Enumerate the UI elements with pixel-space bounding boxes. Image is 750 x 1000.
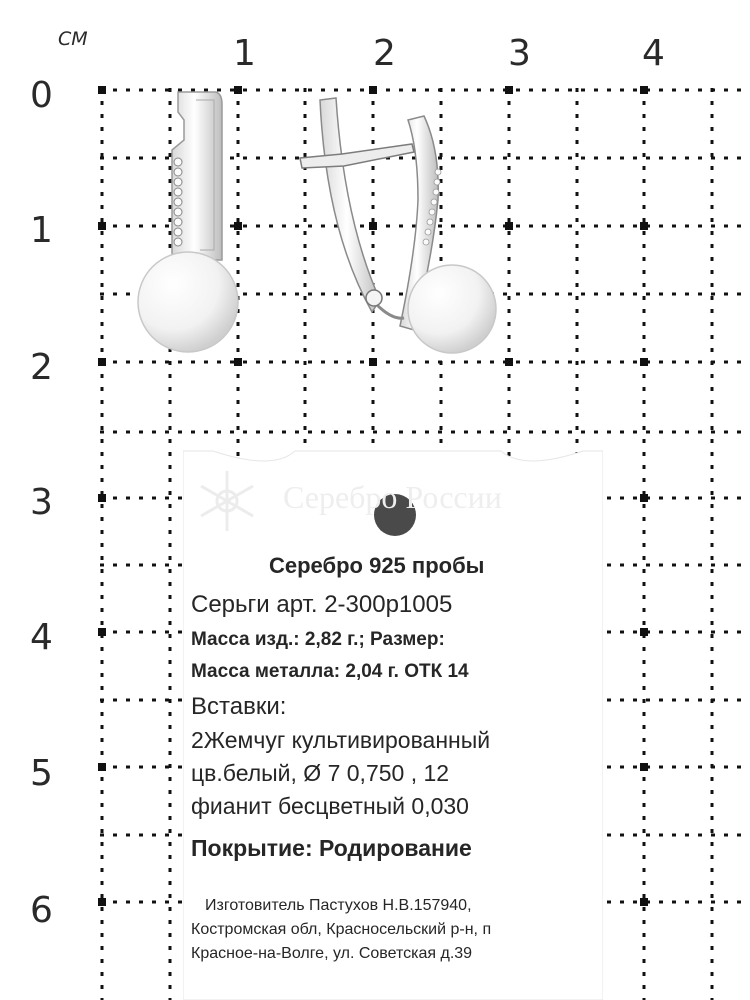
tag-coating: Покрытие: Родирование bbox=[191, 835, 472, 861]
ruler-y-label-6: 6 bbox=[30, 890, 53, 931]
cubic-zirconia-row bbox=[174, 158, 182, 246]
ruler-y-label-0: 0 bbox=[30, 75, 53, 116]
ruler-y-label-1: 1 bbox=[30, 210, 53, 251]
earring-front-view bbox=[138, 92, 238, 352]
tag-insert-pearl-detail: цв.белый, Ø 7 0,750 , 12 bbox=[191, 760, 450, 786]
tag-purity: Серебро 925 пробы bbox=[269, 553, 485, 578]
ruler-y-label-4: 4 bbox=[30, 617, 53, 658]
earring-side-view bbox=[300, 98, 496, 353]
tag-inserts-title: Вставки: bbox=[191, 693, 287, 720]
tag-maker-line-1: Изготовитель Пастухов Н.В.157940, bbox=[205, 897, 472, 914]
tag-maker-line-2: Костромская обл, Красносельский р-н, п bbox=[191, 921, 492, 938]
ruler-unit-label: СМ bbox=[58, 28, 88, 50]
pearl-right bbox=[408, 265, 496, 353]
pearl-left bbox=[138, 252, 238, 352]
ruler-x-label-2: 2 bbox=[373, 33, 396, 74]
tag-item: Серьги арт. 2-300р1005 bbox=[191, 591, 453, 618]
brand-watermark: Серебро России bbox=[283, 479, 502, 515]
ruler-x-label-1: 1 bbox=[233, 33, 256, 74]
ruler-y-label-3: 3 bbox=[30, 482, 53, 523]
tag-metal-mass: Масса металла: 2,04 г. ОТК 14 bbox=[191, 661, 469, 682]
product-tag bbox=[183, 447, 603, 1000]
tag-insert-pearl: 2Жемчуг культивированный bbox=[191, 727, 491, 753]
ruler-y-label-5: 5 bbox=[30, 753, 53, 794]
ruler-y-label-2: 2 bbox=[30, 347, 53, 388]
tag-card bbox=[183, 447, 603, 1000]
tag-mass: Масса изд.: 2,82 г.; Размер: bbox=[191, 629, 445, 650]
tag-maker-line-3: Красное-на-Волге, ул. Советская д.39 bbox=[191, 945, 473, 962]
tag-insert-zirconia: фианит бесцветный 0,030 bbox=[191, 793, 469, 819]
ruler-x-label-4: 4 bbox=[642, 33, 665, 74]
ruler-x-label-3: 3 bbox=[508, 33, 531, 74]
